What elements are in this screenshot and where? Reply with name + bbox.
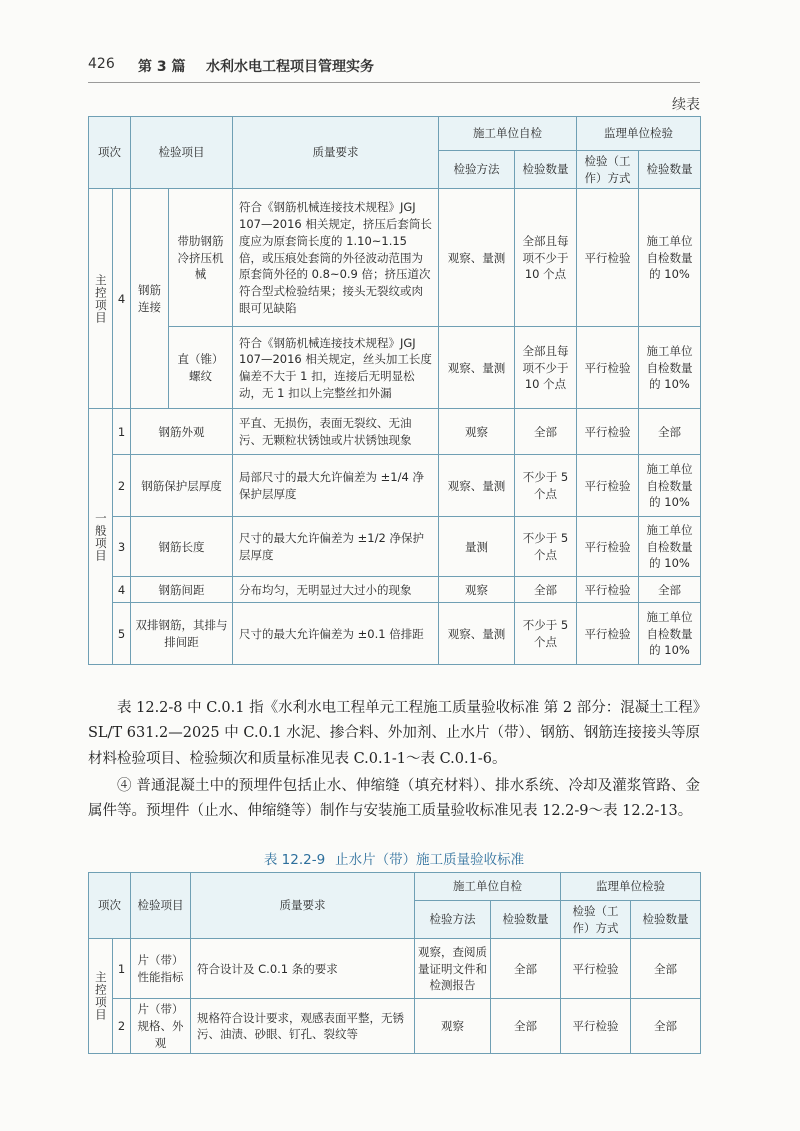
quality-req-cell: 尺寸的最大允许偏差为 ±1/2 净保护层厚度 xyxy=(233,517,439,577)
quality-req-cell: 局部尺寸的最大允许偏差为 ±1/4 净保护层厚度 xyxy=(233,455,439,517)
item-cell: 片（带）性能指标 xyxy=(131,939,191,999)
item-no-cell: 2 xyxy=(113,455,131,517)
quality-req-cell: 符合《钢筋机械连接技术规程》JGJ 107—2016 相关规定，挤压后套筒长度应为原套筒长度的 1.10~1.15 倍，或压痕处套筒的外径波动范围为原套筒外径的 0.8~0.9 倍；挤压道次符合型式检验结果；接头无裂纹或肉眼可见缺陷 xyxy=(233,189,439,327)
sup-method-cell: 平行检验 xyxy=(577,409,639,455)
header-quantity: 检验数量 xyxy=(491,901,561,939)
table-row xyxy=(89,189,701,327)
table-row xyxy=(89,999,701,1054)
category-label: 主控项目 xyxy=(93,273,108,324)
sup-quantity-cell: 全部 xyxy=(639,409,701,455)
header-method: 检验方法 xyxy=(415,901,491,939)
method-cell: 量测 xyxy=(439,517,515,577)
table-caption xyxy=(88,848,700,868)
sub-item-cell: 直（锥）螺纹 xyxy=(169,327,233,409)
sup-method-cell: 平行检验 xyxy=(561,999,631,1054)
sup-quantity-cell: 施工单位自检数量的 10% xyxy=(639,189,701,327)
running-header xyxy=(88,56,708,78)
item-cell: 双排钢筋，其排与排间距 xyxy=(131,603,233,665)
method-cell: 观察、量测 xyxy=(439,455,515,517)
item-cell: 钢筋间距 xyxy=(131,577,233,603)
quantity-cell: 全部且每项不少于 10 个点 xyxy=(515,189,577,327)
quality-req-cell: 符合《钢筋机械连接技术规程》JGJ 107—2016 相关规定，丝头加工长度偏差不大于 1 扣，连接后无明显松动，无 1 扣以上完整丝扣外漏 xyxy=(233,327,439,409)
sup-method-cell: 平行检验 xyxy=(577,517,639,577)
item-no-cell: 4 xyxy=(113,189,131,409)
quality-req-cell: 符合设计及 C.0.1 条的要求 xyxy=(191,939,415,999)
table-row xyxy=(89,577,701,603)
header-supervisor-group: 监理单位检验 xyxy=(577,117,701,151)
quality-req-cell: 规格符合设计要求，观感表面平整，无锈污、油渍、砂眼、钉孔、裂纹等 xyxy=(191,999,415,1054)
quantity-cell: 不少于 5 个点 xyxy=(515,603,577,665)
item-cell: 钢筋连接 xyxy=(131,189,169,409)
header-sup-method: 检验（工作）方式 xyxy=(561,901,631,939)
header-item-no: 项次 xyxy=(89,873,131,939)
header-item-no: 项次 xyxy=(89,117,131,189)
category-cell xyxy=(89,409,113,665)
category-label: 主控项目 xyxy=(93,971,108,1022)
header-rule xyxy=(88,82,700,83)
quality-req-cell: 尺寸的最大允许偏差为 ±0.1 倍排距 xyxy=(233,603,439,665)
sup-quantity-cell: 施工单位自检数量的 10% xyxy=(639,327,701,409)
sup-method-cell: 平行检验 xyxy=(561,939,631,999)
page-number: 426 xyxy=(88,56,115,72)
waterstop-inspection-table xyxy=(88,872,701,1054)
sup-method-cell: 平行检验 xyxy=(577,603,639,665)
header-quality-req: 质量要求 xyxy=(191,873,415,939)
sup-method-cell: 平行检验 xyxy=(577,327,639,409)
header-check-item: 检验项目 xyxy=(131,873,191,939)
method-cell: 观察 xyxy=(415,999,491,1054)
sup-quantity-cell: 全部 xyxy=(639,577,701,603)
table-row xyxy=(89,939,701,999)
sup-quantity-cell: 全部 xyxy=(631,999,701,1054)
sup-method-cell: 平行检验 xyxy=(577,577,639,603)
item-no-cell: 5 xyxy=(113,603,131,665)
sup-quantity-cell: 施工单位自检数量的 10% xyxy=(639,517,701,577)
item-no-cell: 4 xyxy=(113,577,131,603)
quantity-cell: 全部且每项不少于 10 个点 xyxy=(515,327,577,409)
category-cell xyxy=(89,939,113,1054)
part-title: 水利水电工程项目管理实务 xyxy=(206,59,374,75)
table-title: 止水片（带）施工质量验收标准 xyxy=(335,852,525,868)
item-no-cell: 1 xyxy=(113,409,131,455)
header-quantity: 检验数量 xyxy=(515,151,577,189)
quantity-cell: 不少于 5 个点 xyxy=(515,517,577,577)
header-supervisor-group: 监理单位检验 xyxy=(561,873,701,901)
body-paragraph: 表 12.2-8 中 C.0.1 指《水利水电工程单元工程施工质量验收标准 第 2 部分：混凝土工程》SL/T 631.2—2025 中 C.0.1 水泥、掺合料、外加剂、止水片（带）、钢筋、钢筋连接接头等原材料检验项目、检验频次和质量标准见表 C.0.1-1～表 C.0.1-6。 xyxy=(88,700,700,767)
table-row xyxy=(89,327,701,409)
quantity-cell: 全部 xyxy=(515,577,577,603)
item-no-cell: 2 xyxy=(113,999,131,1054)
sup-method-cell: 平行检验 xyxy=(577,189,639,327)
continued-label: 续表 xyxy=(672,97,700,113)
quantity-cell: 全部 xyxy=(491,939,561,999)
quantity-cell: 全部 xyxy=(491,999,561,1054)
category-cell xyxy=(89,189,113,409)
sup-quantity-cell: 全部 xyxy=(631,939,701,999)
header-contractor-group: 施工单位自检 xyxy=(415,873,561,901)
quality-req-cell: 平直、无损伤，表面无裂纹、无油污、无颗粒状锈蚀或片状锈蚀现象 xyxy=(233,409,439,455)
table-row xyxy=(89,455,701,517)
sup-method-cell: 平行检验 xyxy=(577,455,639,517)
header-sup-method: 检验（工作）方式 xyxy=(577,151,639,189)
item-cell: 钢筋保护层厚度 xyxy=(131,455,233,517)
header-contractor-group: 施工单位自检 xyxy=(439,117,577,151)
quantity-cell: 不少于 5 个点 xyxy=(515,455,577,517)
body-paragraph: ④ 普通混凝土中的预埋件包括止水、伸缩缝（填充材料）、排水系统、冷却及灌浆管路、金属件等。预埋件（止水、伸缩缝等）制作与安装施工质量验收标准见表 12.2-9～表 12.2-13。 xyxy=(88,778,700,820)
method-cell: 观察 xyxy=(439,577,515,603)
inspection-table-continued xyxy=(88,116,701,665)
sup-quantity-cell: 施工单位自检数量的 10% xyxy=(639,603,701,665)
header-method: 检验方法 xyxy=(439,151,515,189)
method-cell: 观察、量测 xyxy=(439,603,515,665)
table-row xyxy=(89,603,701,665)
method-cell: 观察，查阅质量证明文件和检测报告 xyxy=(415,939,491,999)
header-sup-quantity: 检验数量 xyxy=(631,901,701,939)
item-cell: 钢筋长度 xyxy=(131,517,233,577)
header-quality-req: 质量要求 xyxy=(233,117,439,189)
header-sup-quantity: 检验数量 xyxy=(639,151,701,189)
item-no-cell: 3 xyxy=(113,517,131,577)
sub-item-cell: 带肋钢筋冷挤压机械 xyxy=(169,189,233,327)
table-row xyxy=(89,517,701,577)
item-cell: 片（带）规格、外观 xyxy=(131,999,191,1054)
quality-req-cell: 分布均匀，无明显过大过小的现象 xyxy=(233,577,439,603)
item-no-cell: 1 xyxy=(113,939,131,999)
method-cell: 观察 xyxy=(439,409,515,455)
header-check-item: 检验项目 xyxy=(131,117,233,189)
part-label: 第 3 篇 xyxy=(138,59,186,75)
quantity-cell: 全部 xyxy=(515,409,577,455)
table-number: 表 12.2-9 xyxy=(263,852,326,868)
category-label: 一般项目 xyxy=(93,511,108,562)
item-cell: 钢筋外观 xyxy=(131,409,233,455)
table-row xyxy=(89,409,701,455)
method-cell: 观察、量测 xyxy=(439,189,515,327)
sup-quantity-cell: 施工单位自检数量的 10% xyxy=(639,455,701,517)
method-cell: 观察、量测 xyxy=(439,327,515,409)
